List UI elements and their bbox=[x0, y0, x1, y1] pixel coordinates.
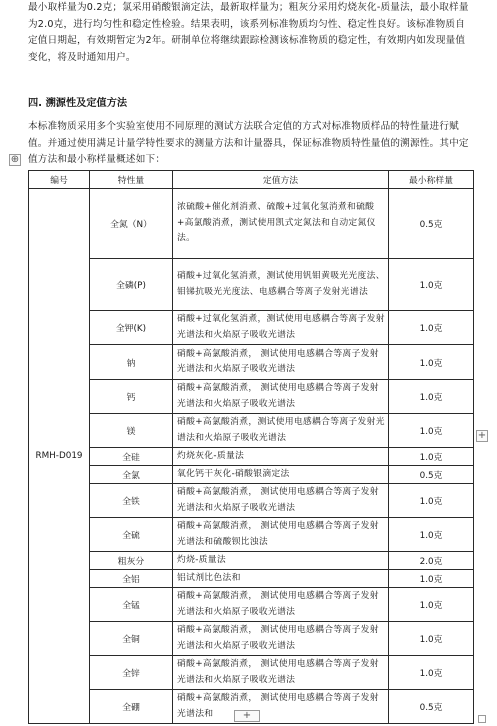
min-weight-cell: 1.0克 bbox=[389, 448, 474, 466]
header-min: 最小称样量 bbox=[389, 171, 474, 189]
method-cell: 硝酸+高氯酸消煮， 测试使用电感耦合等离子发射光谱法和火焰原子吸收光谱法 bbox=[173, 622, 389, 656]
method-cell: 硝酸+高氯酸消煮， 测试使用电感耦合等离子发射光谱法和火焰原子吸收光谱法 bbox=[173, 484, 389, 518]
min-weight-cell: 1.0克 bbox=[389, 622, 474, 656]
item-cell: 全硅 bbox=[90, 448, 173, 466]
sample-no-cell: RMH-D019 bbox=[29, 189, 90, 724]
min-weight-cell: 0.5克 bbox=[389, 690, 474, 724]
table-row bbox=[29, 466, 474, 484]
intro-paragraph: 最小取样量为0.2克；氯采用硝酸银滴定法，最新取样量为；粗灰分采用灼烧灰化-质量法，最小取样量为2.0克，进行均匀性和稳定性检验。结果表明，该系列标准物质均匀性、稳定性良好。该标准物质自定值日期起，有效期暂定为2年。研制单位将继续跟踪检测该标准物质的稳定性，有效期内如发现量值变化，将及时通知用户。 bbox=[28, 2, 469, 63]
min-weight-cell: 1.0克 bbox=[389, 380, 474, 414]
method-cell: 硝酸+过氧化氢消煮，测试使用钒钼黄吸光光度法、钼锑抗吸光光度法、电感耦合等离子发射光谱法 bbox=[173, 259, 389, 311]
add-row-icon[interactable]: + bbox=[234, 710, 260, 722]
item-cell: 全铜 bbox=[90, 622, 173, 656]
min-weight-cell: 1.0克 bbox=[389, 414, 474, 448]
item-cell: 全硫 bbox=[90, 518, 173, 552]
table-row bbox=[29, 259, 474, 311]
item-cell: 全氮（N） bbox=[90, 189, 173, 259]
min-weight-cell: 1.0克 bbox=[389, 588, 474, 622]
item-cell: 钠 bbox=[90, 345, 173, 380]
method-cell: 硝酸+高氯酸消煮， 测试使用电感耦合等离子发射光谱法和火焰原子吸收光谱法 bbox=[173, 380, 389, 414]
method-cell: 硝酸+高氯酸消煮，测试使用电感耦合等离子发射光谱法和火焰原子吸收光谱法 bbox=[173, 414, 389, 448]
method-cell: 铝试剂比色法和 bbox=[173, 570, 389, 588]
method-cell: 浓硫酸+催化剂消煮、硫酸+过氧化氢消煮和硫酸+高氯酸消煮，测试使用凯式定氮法和自动定氮仪法。 bbox=[173, 189, 389, 259]
min-weight-cell: 0.5克 bbox=[389, 189, 474, 259]
section-heading: 四. 溯源性及定值方法 bbox=[28, 98, 128, 109]
item-cell: 全铁 bbox=[90, 484, 173, 518]
item-cell: 全铝 bbox=[90, 570, 173, 588]
min-weight-cell: 1.0克 bbox=[389, 311, 474, 345]
header-no: 编号 bbox=[29, 171, 90, 189]
min-weight-cell: 1.0克 bbox=[389, 345, 474, 380]
table-row bbox=[29, 570, 474, 588]
method-cell: 硝酸+过氧化氢消煮，测试使用电感耦合等离子发射光谱法和火焰原子吸收光谱法 bbox=[173, 311, 389, 345]
method-cell: 硝酸+高氯酸消煮， 测试使用电感耦合等离子发射光谱法和 bbox=[173, 690, 389, 724]
item-cell: 全硼 bbox=[90, 690, 173, 724]
item-cell: 全锰 bbox=[90, 588, 173, 622]
table-row bbox=[29, 552, 474, 570]
table-row bbox=[29, 380, 474, 414]
table-row bbox=[29, 588, 474, 622]
method-cell: 氧化钙干灰化-硝酸银滴定法 bbox=[173, 466, 389, 484]
min-weight-cell: 1.0克 bbox=[389, 259, 474, 311]
table-row bbox=[29, 518, 474, 552]
method-table bbox=[28, 170, 474, 724]
table-row bbox=[29, 484, 474, 518]
header-method: 定值方法 bbox=[173, 171, 389, 189]
table-row bbox=[29, 622, 474, 656]
table-row bbox=[29, 189, 474, 259]
min-weight-cell: 1.0克 bbox=[389, 518, 474, 552]
method-cell: 硝酸+高氯酸消煮， 测试使用电感耦合等离子发射光谱法和火焰原子吸收光谱法 bbox=[173, 588, 389, 622]
add-column-icon[interactable]: + bbox=[477, 430, 487, 441]
item-cell: 全磷(P) bbox=[90, 259, 173, 311]
method-cell: 灼烧-质量法 bbox=[173, 552, 389, 570]
table-row bbox=[29, 656, 474, 690]
table-row bbox=[29, 414, 474, 448]
item-cell: 粗灰分 bbox=[90, 552, 173, 570]
method-cell: 灼烧灰化-质量法 bbox=[173, 448, 389, 466]
table-header-row bbox=[29, 171, 474, 189]
item-cell: 全钾(K) bbox=[90, 311, 173, 345]
min-weight-cell: 0.5克 bbox=[389, 466, 474, 484]
method-paragraph: 本标准物质采用多个实验室使用不同原理的测试方法联合定值的方式对标准物质样品的特性量进行赋值。并通过使用满足计量学特性要求的测量方法和计量器具，保证标准物质特性量值的溯源性。其中定值方法和最小称样量概述如下： bbox=[28, 121, 469, 165]
table-move-handle-icon[interactable]: ⊕ bbox=[10, 154, 20, 165]
header-item: 特性量 bbox=[90, 171, 173, 189]
min-weight-cell: 1.0克 bbox=[389, 484, 474, 518]
method-cell: 硝酸+高氯酸消煮， 测试使用电感耦合等离子发射光谱法和火焰原子吸收光谱法 bbox=[173, 345, 389, 380]
item-cell: 钙 bbox=[90, 380, 173, 414]
method-cell: 硝酸+高氯酸消煮， 测试使用电感耦合等离子发射光谱法和硫酸钡比浊法 bbox=[173, 518, 389, 552]
table-resize-handle[interactable] bbox=[478, 715, 486, 723]
item-cell: 镁 bbox=[90, 414, 173, 448]
min-weight-cell: 2.0克 bbox=[389, 552, 474, 570]
item-cell: 全锌 bbox=[90, 656, 173, 690]
min-weight-cell: 1.0克 bbox=[389, 656, 474, 690]
item-cell: 全氯 bbox=[90, 466, 173, 484]
table-row bbox=[29, 345, 474, 380]
method-cell: 硝酸+高氯酸消煮， 测试使用电感耦合等离子发射光谱法和火焰原子吸收光谱法 bbox=[173, 656, 389, 690]
min-weight-cell: 1.0克 bbox=[389, 570, 474, 588]
table-row bbox=[29, 311, 474, 345]
table-row bbox=[29, 448, 474, 466]
